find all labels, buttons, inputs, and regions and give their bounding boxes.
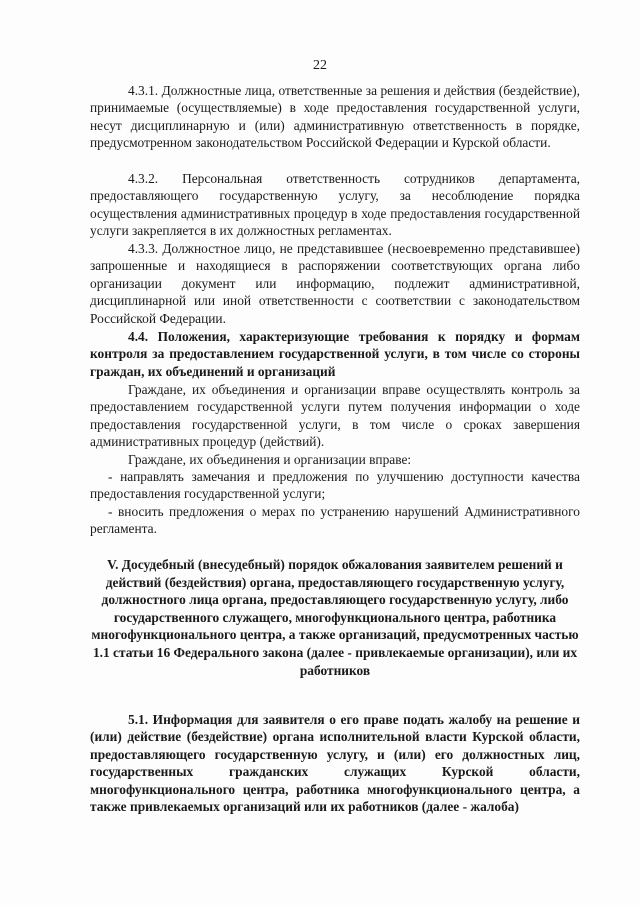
- paragraph-5-1: 5.1. Информация для заявителя о его праве подать жалобу на решение и (или) действие (бездействие) органа исполнительной власти Курской области, предоставляющего государственную услугу, и (или) его должностных лиц, государственных гражданских служащих Курской области, многофункционального центра, работника многофункционального центра, а также привлекаемых организаций или их работников (далее - жалоба): [90, 712, 580, 815]
- paragraph-4-3-1: 4.3.1. Должностные лица, ответственные за решения и действия (бездействие), принимаемые (осуществляемые) в ходе предоставления государственной услуги, несут дисциплинарную и (или) административную ответственность в порядке, предусмотренном законодательством Российской Федерации и Курской области.: [90, 83, 580, 151]
- paragraph-4-3-3: 4.3.3. Должностное лицо, не представившее (несвоевременно представившее) запрошенные и находящиеся в распоряжении соответствующих органа либо организации документ или информацию, подлежит административной, дисциплинарной или иной ответственности с соответствии с законодательством Российской Федерации.: [90, 241, 580, 326]
- paragraph-4-4-intro: Граждане, их объединения и организации вправе:: [128, 452, 412, 467]
- paragraph-4-4-text: Граждане, их объединения и организации вправе осуществлять контроль за предоставлением государственной услуги путем получения информации о ходе предоставления государственной услуги, в том числе о сроках завершения административных процедур (действий).: [90, 382, 580, 450]
- list-item-violations: - вносить предложения о мерах по устранению нарушений Административного регламента.: [90, 504, 580, 537]
- section-v-heading: V. Досудебный (внесудебный) порядок обжалования заявителем решений и действий (бездействия) органа, предоставляющего государственную услугу, должностного лица органа, предоставляющего государственную услугу, либо государственного служащего, многофункционального центра, работника многофункционального центра, а также организаций, предусмотренных частью 1.1 статьи 16 Федерального закона (далее - привлекаемые организации), или их работников: [91, 557, 579, 678]
- list-item-proposals: - направлять замечания и предложения по улучшению доступности качества предоставления государственной услуги;: [90, 469, 580, 502]
- heading-4-4: 4.4. Положения, характеризующие требования к порядку и формам контроля за предоставлением государственной услуги, в том числе со стороны граждан, их объединений и организаций: [90, 329, 580, 379]
- paragraph-4-3-2: 4.3.2. Персональная ответственность сотрудников департамента, предоставляющего государственную услугу, за несоблюдение порядка осуществления административных процедур в ходе предоставления государственной услуги закрепляется в их должностных регламентах.: [90, 171, 580, 239]
- page-number: 22: [313, 58, 327, 73]
